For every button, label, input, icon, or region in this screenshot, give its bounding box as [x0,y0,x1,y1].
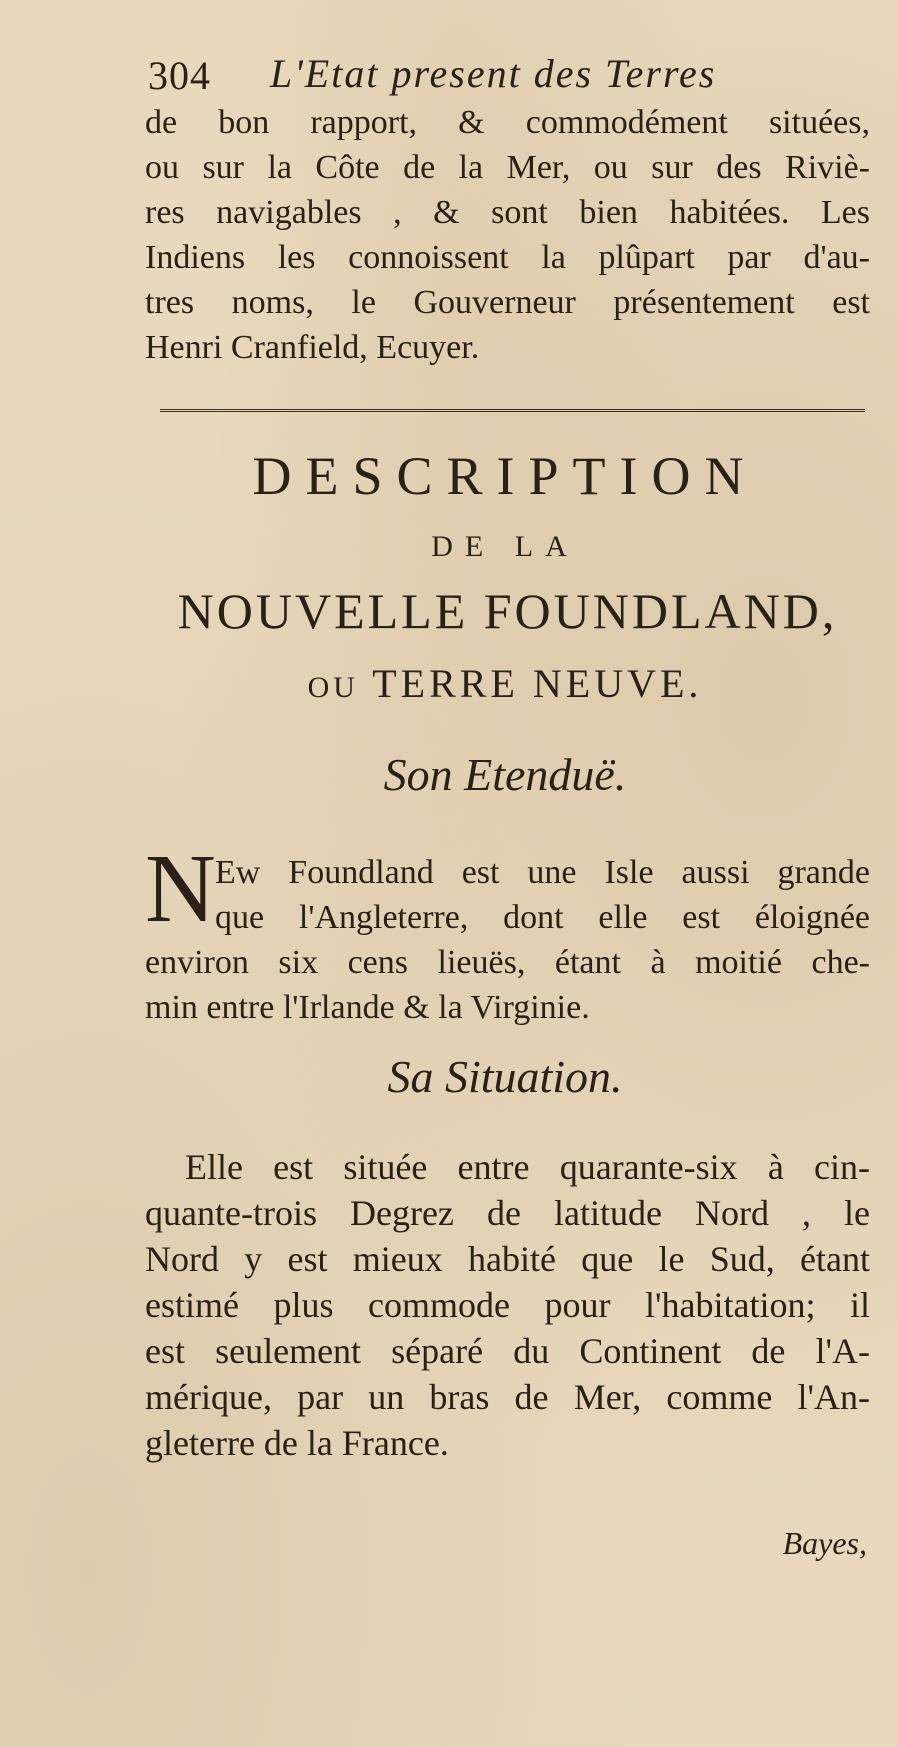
text-line: gleterre de la France. [145,1423,449,1463]
page-number: 304 [148,53,211,98]
text-line: Elle est située entre quarante-six à cin- [185,1147,870,1187]
paragraph-etendue [145,850,870,1030]
paragraph-situation [145,1144,870,1466]
page-header [140,52,860,102]
text-line: que l'Angleterre, dont elle est éloignée [215,899,870,936]
text-line: min entre l'Irlande & la Virginie. [145,989,590,1026]
title-de-la: DE LA [431,530,579,563]
title-ou: OU [307,671,359,704]
text-line: Indiens les connoissent la plûpart par d'au- [145,239,870,276]
title-description: DESCRIPTION [252,446,758,506]
text-line: de bon rapport, & commodément situées, [145,104,870,141]
section-rule [160,409,865,412]
catchword: Bayes, [782,1525,867,1561]
text-line: Nord y est mieux habité que le Sud, étant [145,1239,870,1279]
text-line: environ six cens lieuës, étant à moitié che- [145,944,870,981]
intro-paragraph [145,100,870,370]
title-terre-neuve-text: TERRE NEUVE. [372,661,703,706]
text-line: estimé plus commode pour l'habitation; il [145,1285,870,1325]
section-heading-etendue: Son Etenduë. [383,749,627,800]
title-nouvelle-foundland: NOUVELLE FOUNDLAND, [177,583,838,639]
text-line: res navigables , & sont bien habitées. Les [145,194,870,231]
text-line: est seulement séparé du Continent de l'A- [145,1331,870,1371]
running-title: L'Etat present des Terres [270,51,717,96]
text-line: tres noms, le Gouverneur présentement est [145,284,870,321]
section-heading-situation: Sa Situation. [387,1051,623,1102]
text-line: quante-trois Degrez de latitude Nord , le [145,1193,870,1233]
text-line: ou sur la Côte de la Mer, ou sur des Riviè- [145,149,870,186]
drop-cap: N [145,835,216,943]
text-line: Henri Cranfield, Ecuyer. [145,329,480,366]
title-terre-neuve [140,660,870,707]
text-line: mérique, par un bras de Mer, comme l'An- [145,1377,870,1417]
text-line: Ew Foundland est une Isle aussi grande [215,854,870,891]
